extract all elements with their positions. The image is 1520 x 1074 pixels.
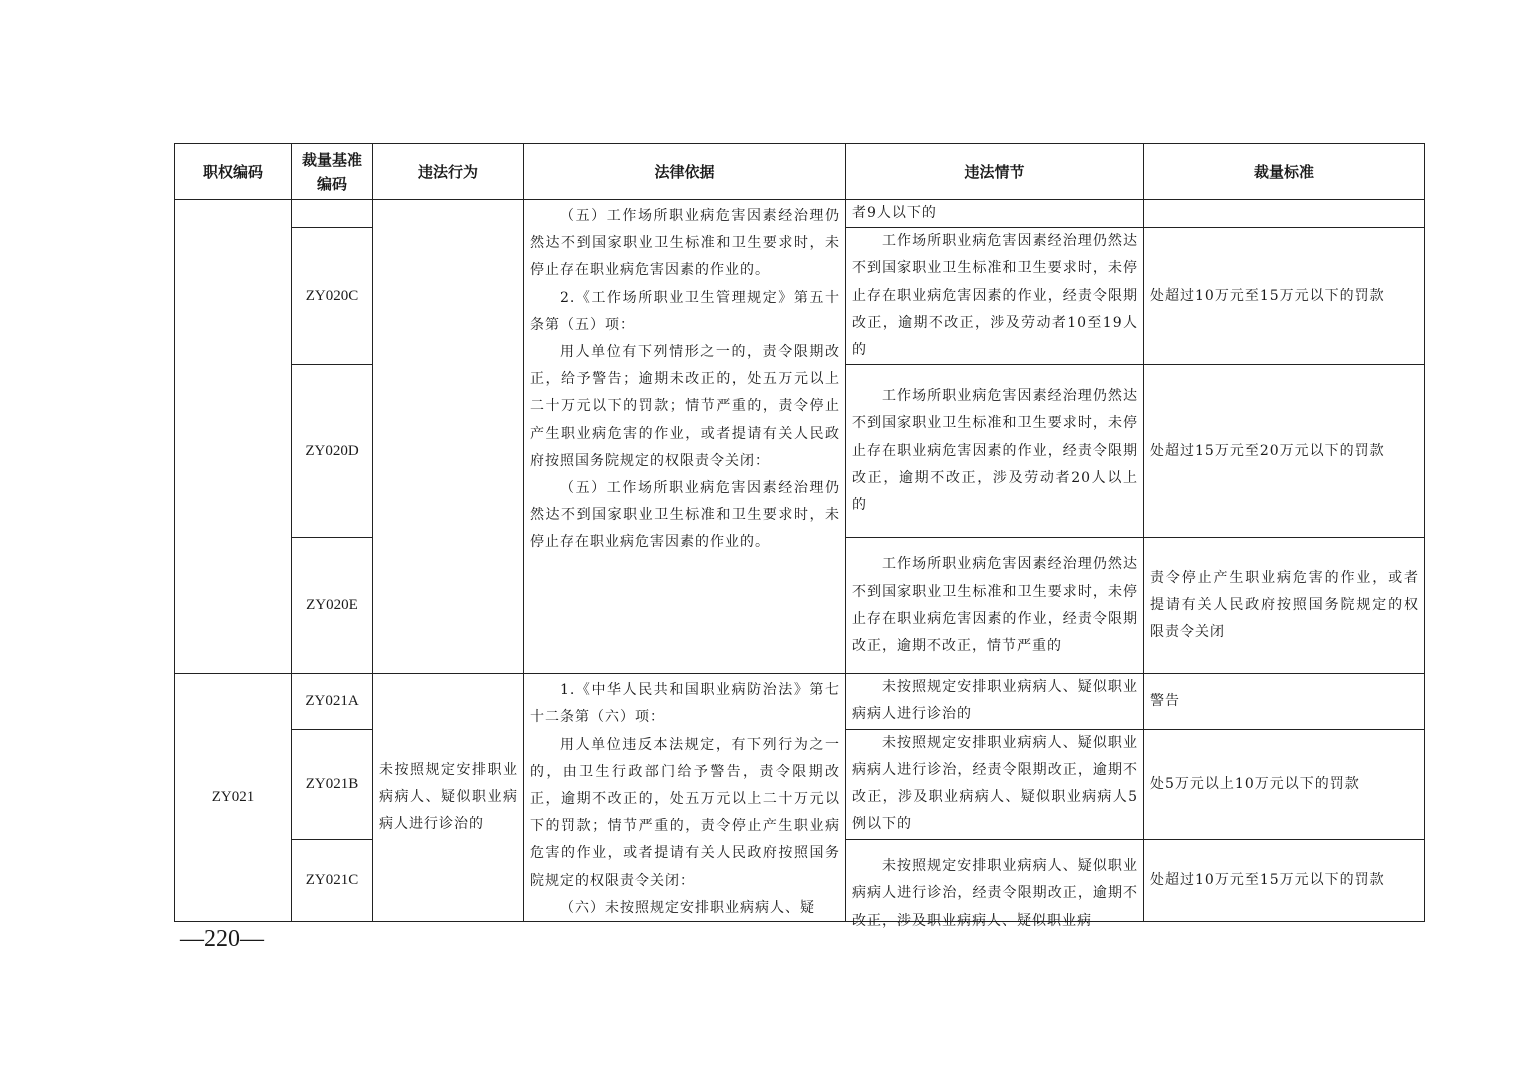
law-paragraph: 2.《工作场所职业卫生管理规定》第五十条第（五）项：	[530, 289, 840, 333]
header-circumstance: 违法情节	[846, 144, 1144, 200]
header-standard: 裁量标准	[1144, 144, 1425, 200]
header-violation: 违法行为	[373, 144, 524, 200]
standard-code-cell: ZY021A	[292, 674, 373, 729]
circumstance-cell: 工作场所职业病危害因素经治理仍然达不到国家职业卫生标准和卫生要求时，未停止存在职业病危害因素的作业，经责令限期改正，逾期不改正，涉及劳动者20人以上的	[846, 365, 1144, 538]
violation-cell-empty	[373, 200, 524, 674]
law-paragraph: （六）未按照规定安排职业病病人、疑	[560, 899, 815, 916]
standard-cell	[1144, 200, 1425, 228]
law-paragraph: 用人单位有下列情形之一的，责令限期改正，给予警告；逾期未改正的，处五万元以上二十万元以下的罚款；情节严重的，责令停止产生职业病危害的作业，或者提请有关人民政府按照国务院规定的权限责令关闭：	[530, 344, 840, 469]
penalty-standard-table	[174, 143, 1425, 929]
table-row	[175, 674, 1425, 729]
law-paragraph: （五）工作场所职业病危害因素经治理仍然达不到国家职业卫生标准和卫生要求时，未停止存在职业病危害因素的作业的。	[530, 208, 840, 279]
law-paragraph: （五）工作场所职业病危害因素经治理仍然达不到国家职业卫生标准和卫生要求时，未停止存在职业病危害因素的作业的。	[530, 480, 840, 551]
standard-code-cell: ZY020D	[292, 365, 373, 538]
standard-cell: 警告	[1144, 674, 1425, 729]
header-standard-code: 裁量基准编码	[292, 144, 373, 200]
standard-code-cell: ZY020C	[292, 228, 373, 365]
page-number: —220—	[180, 926, 264, 952]
legal-basis-text	[530, 677, 840, 917]
standard-cell: 处超过10万元至15万元以下的罚款	[1144, 839, 1425, 921]
authority-code-cell: ZY021	[175, 674, 292, 921]
table-header-row	[175, 144, 1425, 200]
legal-basis-cell	[524, 200, 846, 674]
standard-cell: 处超过10万元至15万元以下的罚款	[1144, 228, 1425, 365]
standard-code-cell	[292, 200, 373, 228]
circumstance-cell: 工作场所职业病危害因素经治理仍然达不到国家职业卫生标准和卫生要求时，未停止存在职业病危害因素的作业，经责令限期改正，逾期不改正，涉及劳动者10至19人的	[846, 228, 1144, 365]
circumstance-cell: 未按照规定安排职业病病人、疑似职业病病人进行诊治，经责令限期改正，逾期不改正，涉及职业病病人、疑似职业病病人5例以下的	[846, 729, 1144, 839]
table-row	[175, 200, 1425, 228]
standard-cell: 责令停止产生职业病危害的作业，或者提请有关人民政府按照国务院规定的权限责令关闭	[1144, 538, 1425, 674]
standard-code-cell: ZY021B	[292, 729, 373, 839]
circumstance-cell: 工作场所职业病危害因素经治理仍然达不到国家职业卫生标准和卫生要求时，未停止存在职业病危害因素的作业，经责令限期改正，逾期不改正，情节严重的	[846, 538, 1144, 674]
standard-code-cell: ZY020E	[292, 538, 373, 674]
circumstance-cell: 者9人以下的	[846, 200, 1144, 228]
law-paragraph: 1.《中华人民共和国职业病防治法》第七十二条第（六）项：	[530, 682, 840, 726]
law-paragraph: 用人单位违反本法规定，有下列行为之一的，由卫生行政部门给予警告，责令限期改正，逾期不改正的，处五万元以上二十万元以下的罚款；情节严重的，责令停止产生职业病危害的作业，或者提请有关人民政府按照国务院规定的权限责令关闭：	[530, 736, 840, 889]
standard-cell: 处超过15万元至20万元以下的罚款	[1144, 365, 1425, 538]
header-legal-basis: 法律依据	[524, 144, 846, 200]
standard-code-cell: ZY021C	[292, 839, 373, 921]
header-authority-code: 职权编码	[175, 144, 292, 200]
legal-basis-cell	[524, 674, 846, 921]
circumstance-cell: 未按照规定安排职业病病人、疑似职业病病人进行诊治，经责令限期改正，逾期不改正，涉及职业病病人、疑似职业病	[846, 839, 1144, 921]
authority-code-cell-empty	[175, 200, 292, 674]
standard-cell: 处5万元以上10万元以下的罚款	[1144, 729, 1425, 839]
circumstance-cell: 未按照规定安排职业病病人、疑似职业病病人进行诊治的	[846, 674, 1144, 729]
violation-cell: 未按照规定安排职业病病人、疑似职业病病人进行诊治的	[373, 674, 524, 921]
